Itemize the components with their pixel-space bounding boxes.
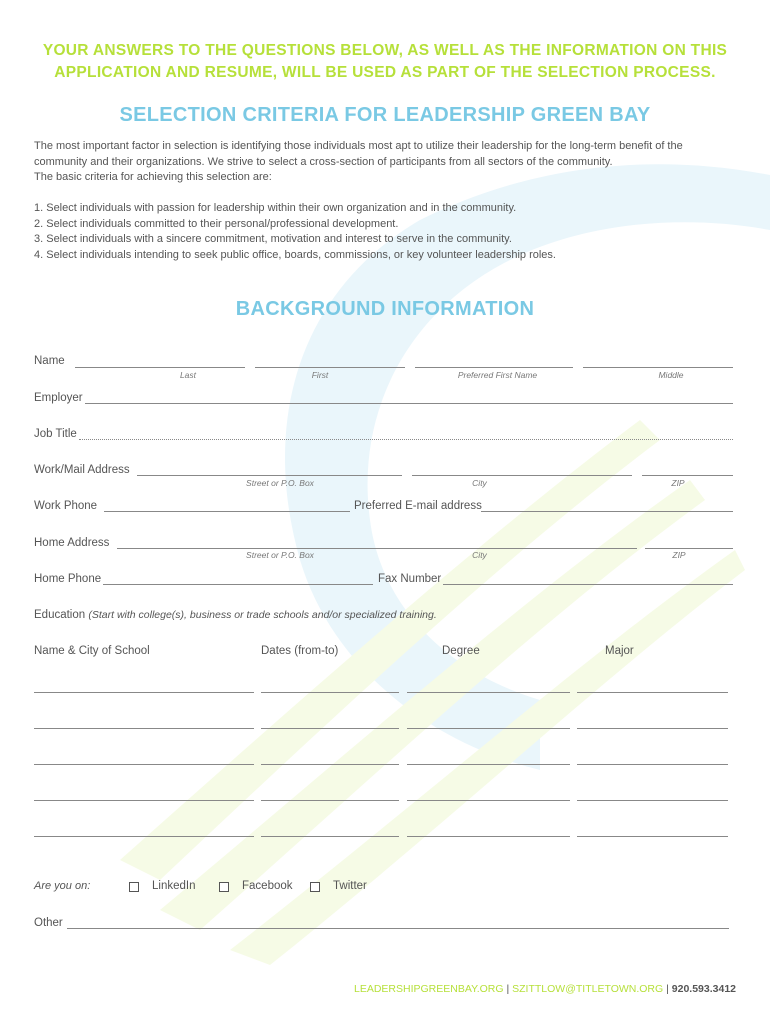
facebook-label: Facebook bbox=[242, 880, 293, 892]
criteria-item: 2. Select individuals committed to their personal/professional development. bbox=[34, 217, 399, 230]
work-zip-field[interactable] bbox=[642, 475, 733, 476]
degree-field[interactable] bbox=[407, 800, 570, 801]
facebook-checkbox[interactable] bbox=[219, 882, 229, 892]
degree-field[interactable] bbox=[407, 764, 570, 765]
middle-name-hint: Middle bbox=[658, 370, 684, 380]
criteria-item: 1. Select individuals with passion for leadership within their own organization and in the community. bbox=[34, 202, 517, 214]
major-field[interactable] bbox=[577, 800, 728, 801]
social-prompt: Are you on: bbox=[34, 880, 91, 892]
home-zip-hint: ZIP bbox=[672, 550, 686, 560]
linkedin-checkbox[interactable] bbox=[129, 882, 139, 892]
email-field[interactable] bbox=[481, 511, 733, 512]
middle-name-field[interactable] bbox=[583, 367, 733, 368]
dates-field[interactable] bbox=[261, 800, 399, 801]
criteria-list bbox=[34, 201, 734, 263]
education-label-text: Education bbox=[34, 609, 86, 621]
selection-intro bbox=[34, 139, 734, 186]
home-city-hint: City bbox=[472, 550, 487, 560]
employer-label: Employer bbox=[34, 392, 83, 404]
email-label: Preferred E-mail address bbox=[354, 500, 482, 512]
home-street-hint: Street or P.O. Box bbox=[246, 550, 314, 560]
fax-label: Fax Number bbox=[378, 573, 442, 585]
intro-line-1: The most important factor in selection is identifying those individuals most apt to utilize their leadership for the long-term benefit of the bbox=[34, 140, 683, 152]
notice-line-2: APPLICATION AND RESUME, WILL BE USED AS PART OF THE SELECTION PROCESS. bbox=[54, 64, 716, 81]
background-info-heading: BACKGROUND INFORMATION bbox=[235, 298, 535, 320]
work-city-hint: City bbox=[472, 478, 487, 488]
last-name-field[interactable] bbox=[75, 367, 245, 368]
work-phone-field[interactable] bbox=[104, 511, 350, 512]
school-field[interactable] bbox=[34, 836, 254, 837]
home-phone-label: Home Phone bbox=[34, 573, 102, 585]
work-phone-label: Work Phone bbox=[34, 500, 98, 512]
major-field[interactable] bbox=[577, 836, 728, 837]
footer-separator: | bbox=[506, 983, 510, 995]
email-link[interactable]: SZITTLOW@TITLETOWN.ORG bbox=[512, 983, 664, 995]
work-city-field[interactable] bbox=[412, 475, 632, 476]
footer-separator: | bbox=[666, 983, 669, 995]
criteria-item: 4. Select individuals intending to seek public office, boards, commissions, or key volunteer leadership roles. bbox=[34, 248, 556, 261]
degree-column-header: Degree bbox=[442, 645, 480, 657]
dates-field[interactable] bbox=[261, 692, 399, 693]
preferred-name-hint: Preferred First Name bbox=[457, 370, 538, 380]
intro-line-3: The basic criteria for achieving this selection are: bbox=[34, 171, 272, 183]
selection-criteria-heading: SELECTION CRITERIA FOR LEADERSHIP GREEN BAY bbox=[119, 104, 651, 126]
work-street-hint: Street or P.O. Box bbox=[246, 478, 314, 488]
home-phone-field[interactable] bbox=[103, 584, 373, 585]
job-title-field[interactable] bbox=[79, 439, 733, 440]
school-column-header: Name & City of School bbox=[34, 645, 150, 657]
last-name-hint: Last bbox=[179, 370, 197, 380]
fax-field[interactable] bbox=[443, 584, 733, 585]
intro-line-2: community and their organizations. We strive to select a cross-section of participants from all sectors of the community. bbox=[34, 155, 613, 168]
employer-field[interactable] bbox=[85, 403, 733, 404]
website-link[interactable]: LEADERSHIPGREENBAY.ORG bbox=[353, 983, 504, 995]
work-address-label: Work/Mail Address bbox=[34, 464, 130, 476]
home-address-label: Home Address bbox=[34, 537, 110, 549]
selection-notice bbox=[30, 40, 740, 84]
other-field[interactable] bbox=[67, 928, 729, 929]
school-field[interactable] bbox=[34, 728, 254, 729]
degree-field[interactable] bbox=[407, 728, 570, 729]
work-street-field[interactable] bbox=[137, 475, 402, 476]
footer-contact bbox=[354, 983, 736, 995]
criteria-item: 3. Select individuals with a sincere commitment, motivation and interest to serve in the community. bbox=[34, 233, 512, 245]
education-label bbox=[34, 609, 437, 621]
phone-number: 920.593.3412 bbox=[671, 983, 736, 995]
dates-field[interactable] bbox=[261, 764, 399, 765]
job-title-label: Job Title bbox=[34, 428, 77, 440]
school-field[interactable] bbox=[34, 800, 254, 801]
major-field[interactable] bbox=[577, 764, 728, 765]
school-field[interactable] bbox=[34, 764, 254, 765]
degree-field[interactable] bbox=[407, 692, 570, 693]
notice-line-1: YOUR ANSWERS TO THE QUESTIONS BELOW, AS WELL AS THE INFORMATION ON THIS bbox=[42, 42, 728, 59]
preferred-name-field[interactable] bbox=[415, 367, 573, 368]
major-column-header: Major bbox=[605, 645, 634, 657]
school-field[interactable] bbox=[34, 692, 254, 693]
dates-field[interactable] bbox=[261, 836, 399, 837]
first-name-hint: First bbox=[311, 370, 329, 380]
other-label: Other bbox=[34, 917, 63, 929]
major-field[interactable] bbox=[577, 692, 728, 693]
linkedin-label: LinkedIn bbox=[152, 880, 196, 892]
degree-field[interactable] bbox=[407, 836, 570, 837]
home-street-city-field[interactable] bbox=[117, 548, 637, 549]
major-field[interactable] bbox=[577, 728, 728, 729]
dates-field[interactable] bbox=[261, 728, 399, 729]
name-label: Name bbox=[34, 355, 65, 367]
first-name-field[interactable] bbox=[255, 367, 405, 368]
education-note: (Start with college(s), business or trade schools and/or specialized training. bbox=[88, 609, 437, 621]
twitter-label: Twitter bbox=[333, 880, 367, 892]
home-zip-field[interactable] bbox=[645, 548, 733, 549]
dates-column-header: Dates (from-to) bbox=[261, 645, 339, 657]
twitter-checkbox[interactable] bbox=[310, 882, 320, 892]
work-zip-hint: ZIP bbox=[671, 478, 685, 488]
